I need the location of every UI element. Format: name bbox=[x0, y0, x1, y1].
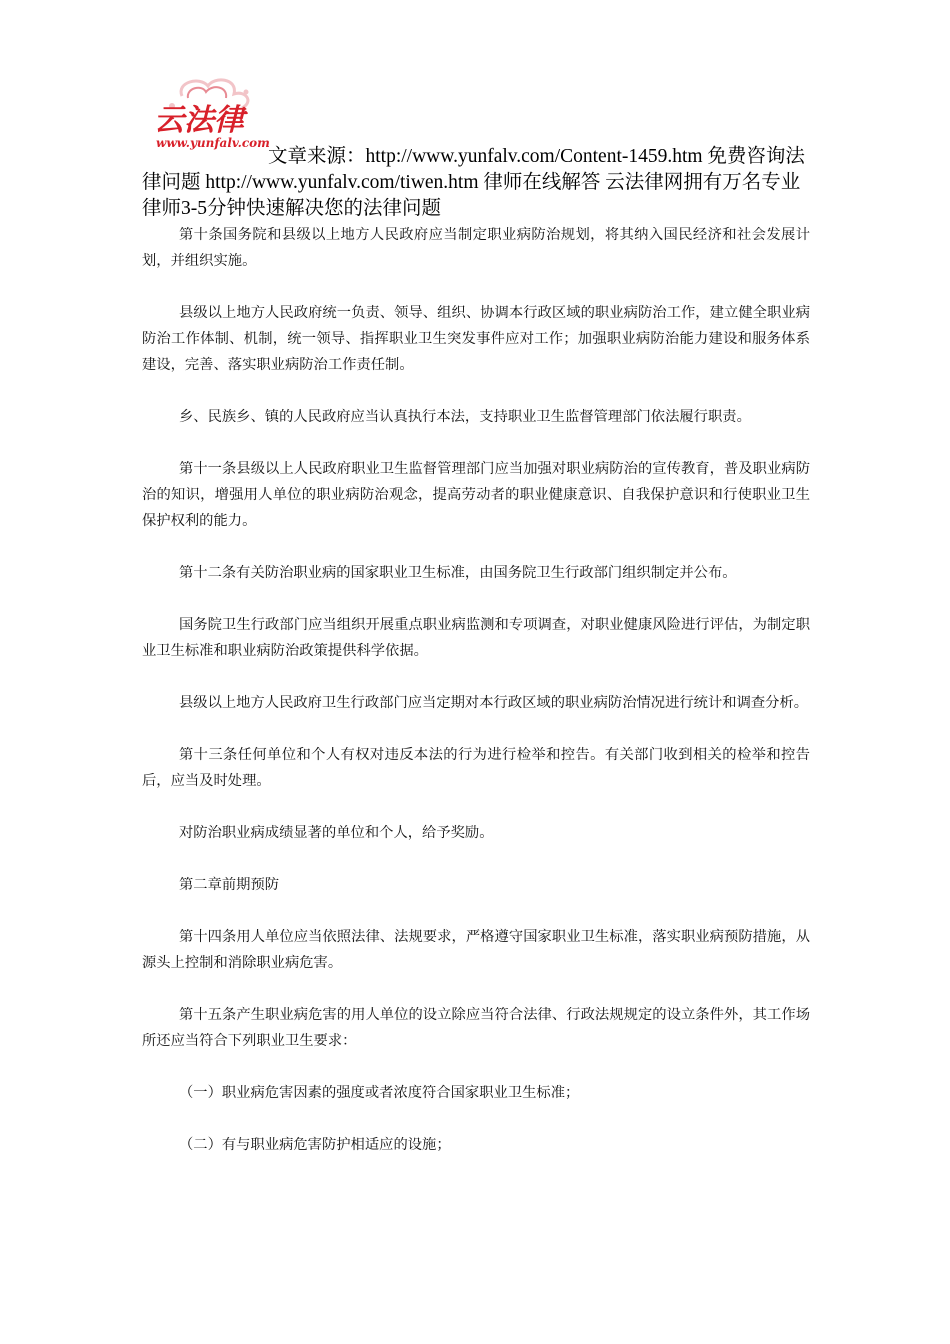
svg-text:云法律: 云法律 bbox=[154, 103, 244, 138]
document-body bbox=[142, 222, 810, 1184]
chapter-heading: 第二章前期预防 bbox=[179, 877, 280, 893]
yunfalv-logo[interactable] bbox=[142, 74, 270, 154]
paragraph-county-government: 县级以上地方人民政府统一负责、领导、组织、协调本行政区域的职业病防治工作，建立健全职业病防治工作体制、机制，统一领导、指挥职业卫生突发事件应对工作；加强职业病防治能力建设和服务体系建设，完善、落实职业病防治工作责任制。 bbox=[142, 305, 810, 373]
paragraph-article-13: 第十三条任何单位和个人有权对违反本法的行为进行检举和控告。有关部门收到相关的检举和控告后，应当及时处理。 bbox=[142, 747, 810, 789]
paragraph-article-11: 第十一条县级以上人民政府职业卫生监督管理部门应当加强对职业病防治的宣传教育，普及职业病防治的知识，增强用人单位的职业病防治观念，提高劳动者的职业健康意识、自我保护意识和行使职业卫生保护权利的能力。 bbox=[142, 461, 810, 529]
paragraph-state-health-dept: 国务院卫生行政部门应当组织开展重点职业病监测和专项调查，对职业健康风险进行评估，为制定职业卫生标准和职业病防治政策提供科学依据。 bbox=[142, 617, 810, 659]
logo-graphic bbox=[142, 74, 270, 154]
paragraph-rewards: 对防治职业病成绩显著的单位和个人，给予奖励。 bbox=[179, 825, 494, 841]
paragraph-article-15: 第十五条产生职业病危害的用人单位的设立除应当符合法律、行政法规规定的设立条件外，其工作场所还应当符合下列职业卫生要求： bbox=[142, 1007, 810, 1049]
svg-text:www.yunfalv.com: www.yunfalv.com bbox=[156, 136, 270, 150]
paragraph-local-health-dept: 县级以上地方人民政府卫生行政部门应当定期对本行政区域的职业病防治情况进行统计和调查分析。 bbox=[179, 695, 809, 711]
paragraph-township-government: 乡、民族乡、镇的人民政府应当认真执行本法，支持职业卫生监督管理部门依法履行职责。 bbox=[179, 409, 751, 425]
list-item-1: （一）职业病危害因素的强度或者浓度符合国家职业卫生标准； bbox=[179, 1085, 580, 1101]
paragraph-article-10: 第十条国务院和县级以上地方人民政府应当制定职业病防治规划，将其纳入国民经济和社会发展计划，并组织实施。 bbox=[142, 227, 810, 269]
article-source-line: 文章来源：http://www.yunfalv.com/Content-1459.htm 免费咨询法律问题 http://www.yunfalv.com/tiwen.htm 律师在线解答 云法律网拥有万名专业律师3-5分钟快速解决您的法律问题 bbox=[142, 146, 805, 219]
list-item-2: （二）有与职业病危害防护相适应的设施； bbox=[179, 1137, 451, 1153]
paragraph-article-14: 第十四条用人单位应当依照法律、法规要求，严格遵守国家职业卫生标准，落实职业病预防措施，从源头上控制和消除职业病危害。 bbox=[142, 929, 810, 971]
paragraph-article-12: 第十二条有关防治职业病的国家职业卫生标准，由国务院卫生行政部门组织制定并公布。 bbox=[179, 565, 737, 581]
